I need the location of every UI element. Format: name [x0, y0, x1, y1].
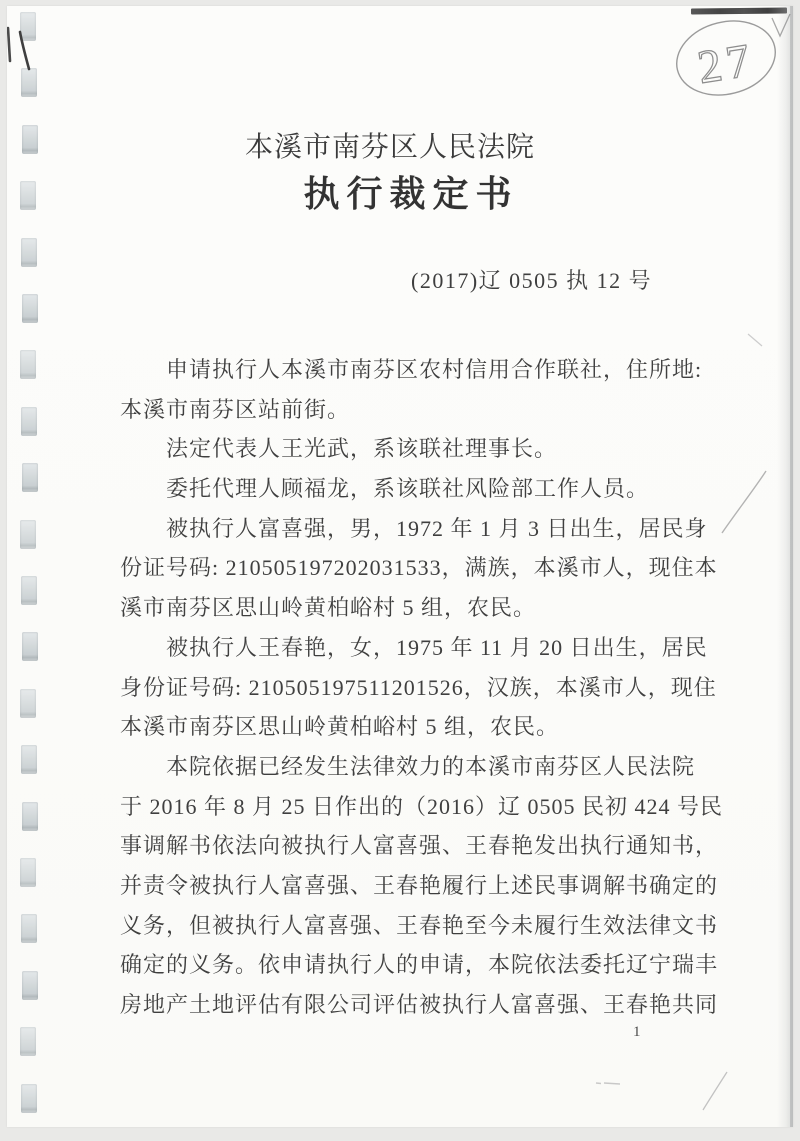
pencil-mark-right — [722, 471, 766, 533]
body-line: 溪市南芬区思山岭黄柏峪村 5 组，农民。 — [120, 595, 537, 621]
binding-hole-mark — [20, 12, 36, 41]
binding-hole-mark — [21, 238, 37, 267]
document-body — [120, 350, 724, 1025]
pencil-dash-bottom — [596, 1083, 620, 1084]
binding-hole-mark — [21, 576, 37, 605]
binding-hole-mark — [21, 68, 37, 97]
handwritten-circle — [669, 11, 783, 105]
body-line: 被执行人富喜强，男，1972 年 1 月 3 日出生，居民身 — [166, 515, 708, 541]
page-number: 1 — [633, 1024, 641, 1040]
binding-hole-mark — [22, 971, 38, 1000]
check-mark — [772, 14, 790, 36]
body-line: 法定代表人王光武，系该联社理事长。 — [166, 436, 558, 462]
binding-hole-mark — [22, 802, 38, 831]
binding-hole-mark — [21, 914, 37, 943]
binding-hole-mark — [20, 350, 36, 379]
body-line: 并责令被执行人富喜强、王春艳履行上述民事调解书确定的 — [120, 872, 719, 898]
body-line: 义务，但被执行人富喜强、王春艳至今未履行生效法律文书 — [120, 912, 719, 938]
scanner-artifact-band — [691, 7, 787, 14]
case-number: (2017)辽 0505 执 12 号 — [411, 268, 653, 293]
body-line: 本溪市南芬区站前街。 — [120, 396, 351, 422]
body-line: 委托代理人顾福龙，系该联社风险部工作人员。 — [166, 476, 650, 502]
binding-hole-mark — [20, 858, 36, 887]
handwritten-number: 27 — [694, 33, 759, 95]
body-line: 本院依据已经发生法律效力的本溪市南芬区人民法院 — [166, 753, 696, 779]
document-page — [7, 6, 793, 1127]
binding-hole-mark — [21, 407, 37, 436]
binding-hole-mark — [21, 1084, 37, 1113]
body-line: 确定的义务。依申请执行人的申请，本院依法委托辽宁瑞丰 — [120, 952, 719, 978]
binding-hole-mark — [22, 463, 38, 492]
document-title: 执行裁定书 — [303, 174, 519, 214]
binding-hole-mark — [22, 294, 38, 323]
body-line: 申请执行人本溪市南芬区农村信用合作联社，住所地: — [166, 357, 703, 382]
pencil-mark-bottom — [703, 1072, 727, 1110]
binding-hole-mark — [20, 520, 36, 549]
body-line: 本溪市南芬区思山岭黄柏峪村 5 组，农民。 — [120, 714, 560, 740]
body-line: 房地产土地评估有限公司评估被执行人富喜强、王春艳共同 — [120, 992, 719, 1017]
binding-hole-mark — [20, 1027, 36, 1056]
body-line: 身份证号码: 210505197511201526，汉族，本溪市人，现住 — [120, 674, 717, 700]
binding-hole-mark — [20, 689, 36, 718]
body-line: 事调解书依法向被执行人富喜强、王春艳发出执行通知书， — [120, 833, 719, 859]
pencil-mark-small — [748, 334, 762, 346]
court-name: 本溪市南芬区人民法院 — [244, 132, 535, 163]
body-line: 份证号码: 210505197202031533，满族，本溪市人，现住本 — [120, 555, 718, 581]
binding-hole-mark — [21, 745, 37, 774]
page-edge-line — [790, 6, 793, 1127]
body-line: 于 2016 年 8 月 25 日作出的（2016）辽 0505 民初 424 号民 — [120, 793, 724, 819]
binding-hole-mark — [22, 632, 38, 661]
body-line: 被执行人王春艳，女，1975 年 11 月 20 日出生，居民 — [166, 634, 708, 660]
